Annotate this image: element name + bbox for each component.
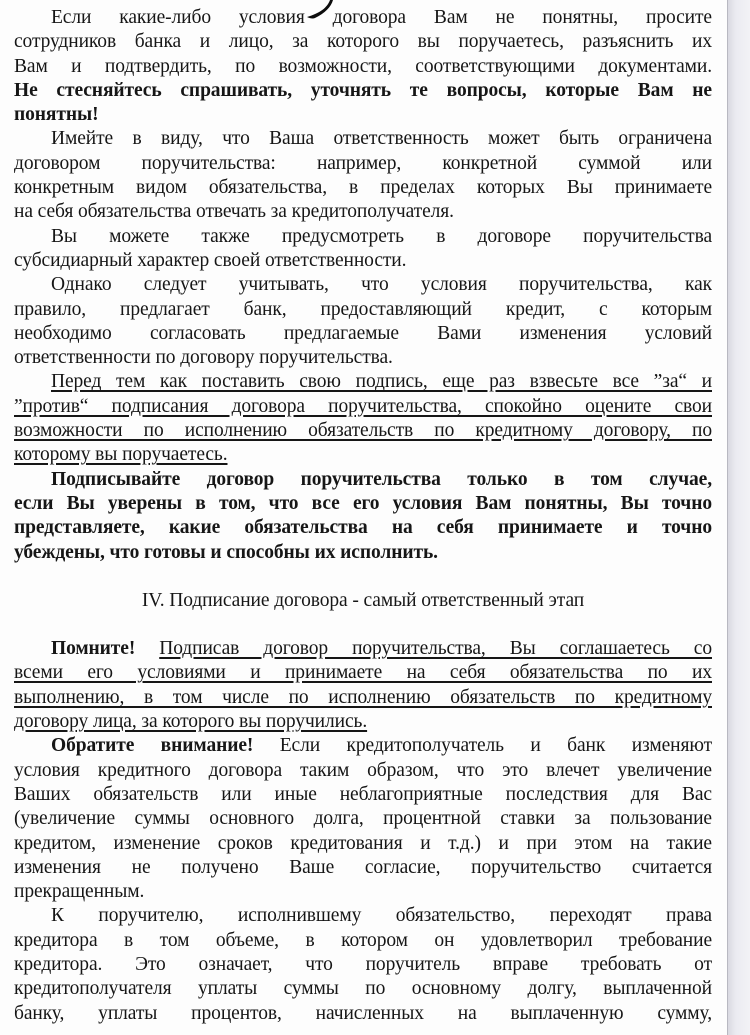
text-line	[14, 783, 712, 807]
text-line	[14, 492, 712, 516]
text-run: банку, уплаты процентов, начисленных на выплаченную сумму,	[14, 1002, 712, 1024]
text-run: Обратите внимание!	[51, 735, 280, 757]
text-run: убеждены, что готовы и способны их исполнить.	[14, 541, 438, 563]
text-line	[14, 1002, 712, 1026]
text-run: ответственности по договору поручительства.	[14, 347, 393, 369]
page-edge-shadow	[727, 0, 750, 1035]
text-run: ”против“ подписания договора поручительства, спокойно оцените свои	[14, 395, 712, 417]
text-line	[14, 55, 712, 79]
paragraph	[14, 637, 712, 734]
text-run: условия кредитного договора таким образом, что это влечет увеличение	[14, 759, 712, 781]
text-line	[14, 953, 712, 977]
text-line	[14, 516, 712, 540]
text-line	[14, 152, 712, 176]
text-line	[14, 103, 712, 127]
text-run: Однако следует учитывать, что условия поручительства, как	[51, 274, 712, 296]
text-line	[14, 370, 712, 394]
text-run: понятны!	[14, 104, 99, 126]
text-line	[14, 468, 712, 492]
text-run: сотрудников банка и лицо, за которого вы поручаетесь, разъяснить их	[14, 31, 712, 53]
paragraph	[14, 225, 712, 274]
text-run: Помните!	[51, 638, 160, 660]
text-run: договором поручительства: например, конкретной суммой или	[14, 152, 712, 174]
text-line	[14, 273, 712, 297]
text-line	[14, 395, 712, 419]
text-run: Имейте в виду, что Ваша ответственность может быть ограничена	[51, 128, 712, 150]
text-line	[14, 127, 712, 151]
text-run: Подписывайте договор поручительства только в том случае,	[51, 468, 712, 490]
text-line	[14, 637, 712, 661]
text-line	[14, 225, 712, 249]
text-line	[14, 322, 712, 346]
text-run: правило, предлагает банк, предоставляющий кредит, с которым	[14, 298, 712, 320]
text-run: Ваших обязательств или иные неблагоприятные последствия для Вас	[14, 783, 712, 805]
text-line	[14, 298, 712, 322]
text-line	[14, 346, 712, 370]
text-line	[14, 977, 712, 1001]
text-line	[14, 686, 712, 710]
paragraph	[14, 6, 712, 127]
text-line	[14, 759, 712, 783]
document-body	[14, 6, 712, 1026]
text-run: Вы можете также предусмотреть в договоре поручительства	[51, 225, 712, 247]
text-line	[14, 807, 712, 831]
text-run: на себя обязательства отвечать за кредитополучателя.	[14, 201, 454, 223]
text-run: изменения не получено Ваше согласие, поручительство считается	[14, 856, 712, 878]
text-line	[14, 734, 712, 758]
text-line	[14, 856, 712, 880]
text-line	[14, 710, 712, 734]
paragraph	[14, 734, 712, 904]
text-run: Если кредитополучатель и банк изменяют	[279, 735, 712, 757]
text-run: кредитора в том объеме, в котором он удовлетворил требование	[14, 929, 712, 951]
text-line	[14, 880, 712, 904]
text-line	[14, 249, 712, 273]
text-run: прекращенным.	[14, 881, 145, 903]
text-line	[14, 443, 712, 467]
paragraph	[14, 273, 712, 370]
text-run: Не стесняйтесь спрашивать, уточнять те вопросы, которые Вам не	[14, 79, 712, 101]
text-run: конкретным видом обязательства, в пределах которых Вы принимаете	[14, 177, 712, 199]
text-line	[14, 79, 712, 103]
text-run: Перед тем как поставить свою подпись, еще раз взвесьте все ”за“ и	[51, 371, 712, 393]
text-run: (увеличение суммы основного долга, процентной ставки за пользование	[14, 808, 712, 830]
paragraph	[14, 904, 712, 1025]
text-line	[14, 904, 712, 928]
paragraph	[14, 468, 712, 565]
text-run: кредитом, изменение сроков кредитования и т.д.) и при этом на такие	[14, 832, 712, 854]
text-line	[14, 589, 712, 613]
text-line	[14, 30, 712, 54]
text-run: кредитополучателя уплаты суммы по основному долгу, выплаченной	[14, 978, 712, 1000]
paragraph	[14, 370, 712, 467]
text-line	[14, 541, 712, 565]
text-run: всеми его условиями и принимаете на себя обязательства по их	[14, 662, 712, 684]
text-run: кредитора. Это означает, что поручитель вправе требовать от	[14, 953, 712, 975]
text-line	[14, 661, 712, 685]
text-line	[14, 6, 712, 30]
text-line	[14, 929, 712, 953]
text-line	[14, 832, 712, 856]
text-run: которому вы поручаетесь.	[14, 444, 228, 466]
text-run: Если какие-либо условия договора Вам не понятны, просите	[51, 7, 712, 28]
text-run: Подписав договор поручительства, Вы соглашаетесь со	[159, 638, 712, 660]
paragraph	[14, 127, 712, 224]
text-run: К поручителю, исполнившему обязательство, переходят права	[51, 905, 712, 927]
text-run: если Вы уверены в том, что все его условия Вам понятны, Вы точно	[14, 492, 712, 514]
text-run: необходимо согласовать предлагаемые Вами изменения условий	[14, 322, 712, 344]
section-heading	[14, 589, 712, 613]
text-run: IV. Подписание договора - самый ответственный этап	[141, 589, 585, 611]
text-run: выполнению, в том числе по исполнению обязательств по кредитному	[14, 686, 712, 708]
text-run: субсидиарный характер своей ответственности.	[14, 249, 407, 271]
text-run: Вам и подтвердить, по возможности, соответствующими документами.	[14, 55, 712, 77]
text-run: возможности по исполнению обязательств по кредитному договору, по	[14, 420, 712, 442]
text-line	[14, 176, 712, 200]
text-line	[14, 419, 712, 443]
text-run: договору лица, за которого вы поручились.	[14, 711, 368, 733]
text-run: представляете, какие обязательства на себя принимаете и точно	[14, 517, 712, 539]
text-line	[14, 200, 712, 224]
